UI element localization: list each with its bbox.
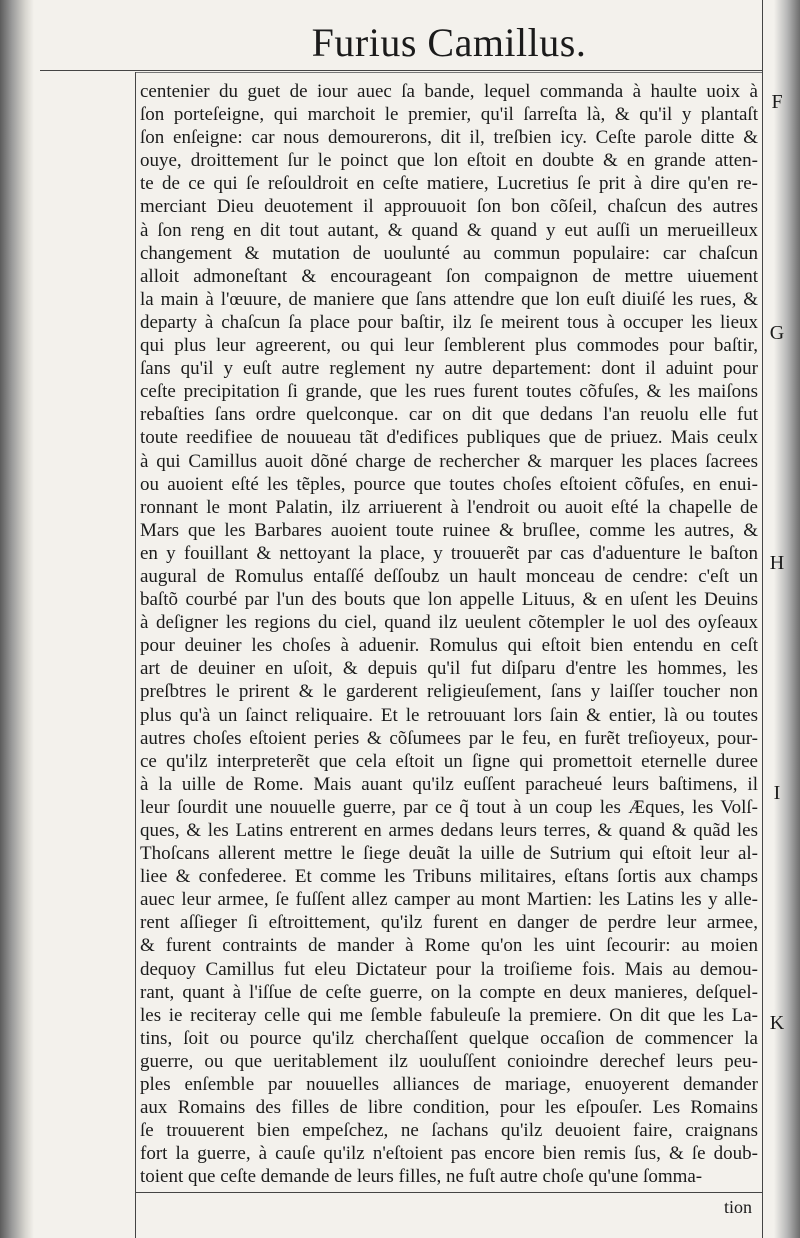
body-text xyxy=(140,80,758,1189)
text-line: ce qu'ilz interpreterẽt que cela eſtoit un ſigne qui promettoit eternelle duree xyxy=(140,750,758,772)
text-line: à la uille de Rome. Mais auant qu'ilz euſſent paracheué leurs baſtimens, il xyxy=(140,773,758,795)
running-head: Furius Camillus. xyxy=(311,20,587,65)
text-line: ceſte precipitation ſi grande, que les rues furent toutes cõfuſes, & les maiſons xyxy=(140,381,758,403)
text-line: à deſigner les regions du ciel, quand ilz ueulent cõtempler le uol des oyſeaux xyxy=(140,612,758,634)
header-rule xyxy=(40,70,762,71)
text-line: pour deuiner les choſes à aduenir. Romulus qui eſtoit bien entendu en ceſt xyxy=(140,635,758,657)
text-line: autres choſes eſtoient peries & cõſumees par le feu, en furẽt treſioyeux, pour- xyxy=(140,727,758,749)
header-rule-inner xyxy=(135,72,762,73)
text-line: liee & confederee. Et comme les Tribuns militaires, eſtans ſortis aux champs xyxy=(140,866,758,888)
text-line: guerre, ou que ueritablement ilz uouluſſent conioindre derechef leurs peu- xyxy=(140,1050,758,1072)
catchword: tion xyxy=(723,1197,752,1217)
text-line: ſe trouuerent bien empeſchez, ne ſachans qu'ilz deuoient faire, craignans xyxy=(140,1120,758,1142)
text-line: ou auoient eſté les tẽples, pource que toutes choſes eſtoient cõfuſes, en enui- xyxy=(140,473,758,495)
text-line: en y fouillant & nettoyant la place, y trouuerẽt par cas d'aduenture le baſton xyxy=(140,542,758,564)
text-line: art de deuiner en uſoit, & depuis qu'il fut diſparu d'entre les hommes, les xyxy=(140,658,758,680)
text-line: merciant Dieu deuotement il approuuoit ſon bon cõſeil, chaſcun des autres xyxy=(140,196,758,218)
text-line: auec leur armee, ſe fuſſent allez camper au mont Martien: les Latins les y alle- xyxy=(140,889,758,911)
margin-letter-g: G xyxy=(769,322,785,344)
text-line: rent aſſieger ſi eſtroittement, qu'ilz furent en danger de perdre leur armee, xyxy=(140,912,758,934)
text-line: ples enſemble par nouuelles alliances de mariage, enuoyerent demander xyxy=(140,1074,758,1096)
text-line: departy à chaſcun ſa place pour baſtir, ilz ſe meirent tous à occuper les lieux xyxy=(140,311,758,333)
text-line: qui plus leur agreerent, ou qui leur ſemblerent plus commodes pour baſtir, xyxy=(140,335,758,357)
text-line: dequoy Camillus fut eleu Dictateur pour la troiſieme fois. Mais au demou- xyxy=(140,958,758,980)
text-line: fort la guerre, à cauſe qu'ilz n'eſtoient pas encore bien remis ſus, & ſe doub- xyxy=(140,1143,758,1165)
page-edge-shadow xyxy=(774,0,800,1238)
text-line: tins, ſoit ou pource qu'ilz cherchaſſent quelque occaſion de commencer la xyxy=(140,1027,758,1049)
text-line: plus qu'à un ſainct reliquaire. Et le retrouuant lors ſain & entier, là ou toutes xyxy=(140,704,758,726)
footer-rule xyxy=(135,1192,762,1193)
text-line: te de ce qui ſe reſouldroit en ceſte matiere, Lucretius ſe prit à dire qu'en re- xyxy=(140,173,758,195)
text-line: ques, & les Latins entrerent en armes dedans leurs terres, & quand & quãd les xyxy=(140,820,758,841)
margin-letter-i: I xyxy=(773,782,781,804)
text-line: Thoſcans allerent mettre le ſiege deuãt la uille de Sutrium qui eſtoit leur al- xyxy=(140,843,758,865)
text-line: ſans qu'il y euſt autre reglement ny autre departement: dont il aduint pour xyxy=(140,358,758,380)
text-line: & furent contraints de mander à Rome qu'on les uint ſecourir: au moien xyxy=(140,935,758,957)
text-line: ouye, droittement ſur le poinct que lon eſtoit en doubte & en grande atten- xyxy=(140,150,758,172)
text-line: ronnant le mont Palatin, ilz arriuerent à l'endroit ou auoit eſté la chapelle de xyxy=(140,496,758,518)
text-line: alloit admoneſtant & encourageant ſon compaignon de mettre uiuement xyxy=(140,265,758,287)
text-line: preſbtres le prirent & le garderent religieuſement, ſans y laiſſer toucher non xyxy=(140,681,758,703)
text-line: à qui Camillus auoit dõné charge de rechercher & marquer les places ſacrees xyxy=(140,450,758,472)
text-line: leur ſourdit une nouuelle guerre, par ce q̃ tout à un coup les Æques, les Volſ- xyxy=(140,796,758,818)
binding-shadow xyxy=(0,0,34,1238)
text-line: changement & mutation de uoulunté au commun populaire: car chaſcun xyxy=(140,242,758,264)
text-line: ſon enſeigne: car nous demourerons, dit il, treſbien icy. Ceſte parole ditte & xyxy=(140,127,758,149)
text-line: toute reedifiee de nouueau tãt d'edifices publiques que de priuez. Mais ceulx xyxy=(140,427,758,449)
margin-letter-f: F xyxy=(771,91,783,113)
right-column-rule xyxy=(762,0,763,1238)
text-line: les ie reciteray celle qui me ſemble fabuleuſe la premiere. On dit que les La- xyxy=(140,1004,758,1026)
text-line: centenier du guet de iour auec ſa bande, lequel commanda à haulte uoix à xyxy=(140,81,758,102)
text-line: baſtõ courbé par l'un des bouts que lon appelle Lituus, & en uſent les Deuins xyxy=(140,589,758,611)
margin-letter-h: H xyxy=(769,552,785,574)
text-line: la main à l'œuure, de maniere que ſans attendre que lon euſt diuiſé les rues, & xyxy=(140,288,758,310)
text-line: aux Romains des filles de libre condition, pour les eſpouſer. Les Romains xyxy=(140,1097,758,1119)
text-line: rant, quant à l'iſſue de ceſte guerre, on la compte en deux manieres, deſquel- xyxy=(140,981,758,1003)
text-line: toient que ceſte demande de leurs filles, ne fuſt autre choſe qu'une ſomma- xyxy=(140,1166,703,1188)
text-line: ſon porteſeigne, qui marchoit le premier, qu'il ſarreſta là, & qu'il y plantaſt xyxy=(140,104,758,126)
text-line: augural de Romulus entaſſé deſſoubz un hault monceau de cendre: c'eſt un xyxy=(140,565,758,587)
text-line: à ſon reng en dit tout autant, & quand & quand y eut auſſi un merueilleux xyxy=(140,219,758,241)
text-line: rebaſties ſans ordre quelconque. car on dit que dedans l'an reuolu elle fut xyxy=(140,404,758,426)
text-line: Mars que les Barbares auoient toute ruinee & bruſlee, comme les autres, & xyxy=(140,519,758,541)
margin-letter-k: K xyxy=(769,1012,785,1034)
left-column-rule xyxy=(135,72,136,1238)
